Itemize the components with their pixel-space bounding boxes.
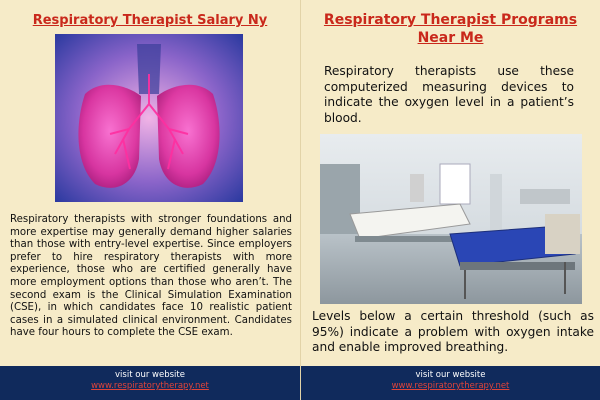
visit-label: visit our website [115,370,185,380]
programs-intro-text: Respiratory therapists use these computerized measuring devices to indicate the oxygen level in a patient’s blood. [324,64,574,125]
programs-title[interactable] [301,11,600,47]
programs-conclusion-text: Levels below a certain threshold (such as 95%) indicate a problem with oxygen intake and enable improved breathing. [312,309,594,354]
salary-body-text: Respiratory therapists with stronger foundations and more expertise may generally demand higher salaries than those with entry-level expertise. Since employers prefer to hire respiratory therapists with more experience, those who are certified generally have more employment options than those who aren’t. The second exam is the Clinical Simulation Examination (CSE), in which candidates face 10 realistic patient cases in a simulated clinical environment. Candidates have four hours to complete the CSE exam. [10,214,292,339]
right-slide [300,0,600,400]
left-footer [0,366,300,400]
website-link[interactable]: www.respiratorytherapy.net [91,381,209,391]
programs-title-line2: Near Me [417,30,484,46]
lungs-illustration-icon [55,34,243,202]
visit-label: visit our website [415,370,486,380]
hospital-room-photo-icon [320,134,582,304]
right-footer [301,366,600,400]
programs-title-line1: Respiratory Therapist Programs [323,12,578,28]
salary-title[interactable]: Respiratory Therapist Salary Ny [32,13,268,28]
website-link[interactable]: www.respiratorytherapy.net [391,381,510,391]
